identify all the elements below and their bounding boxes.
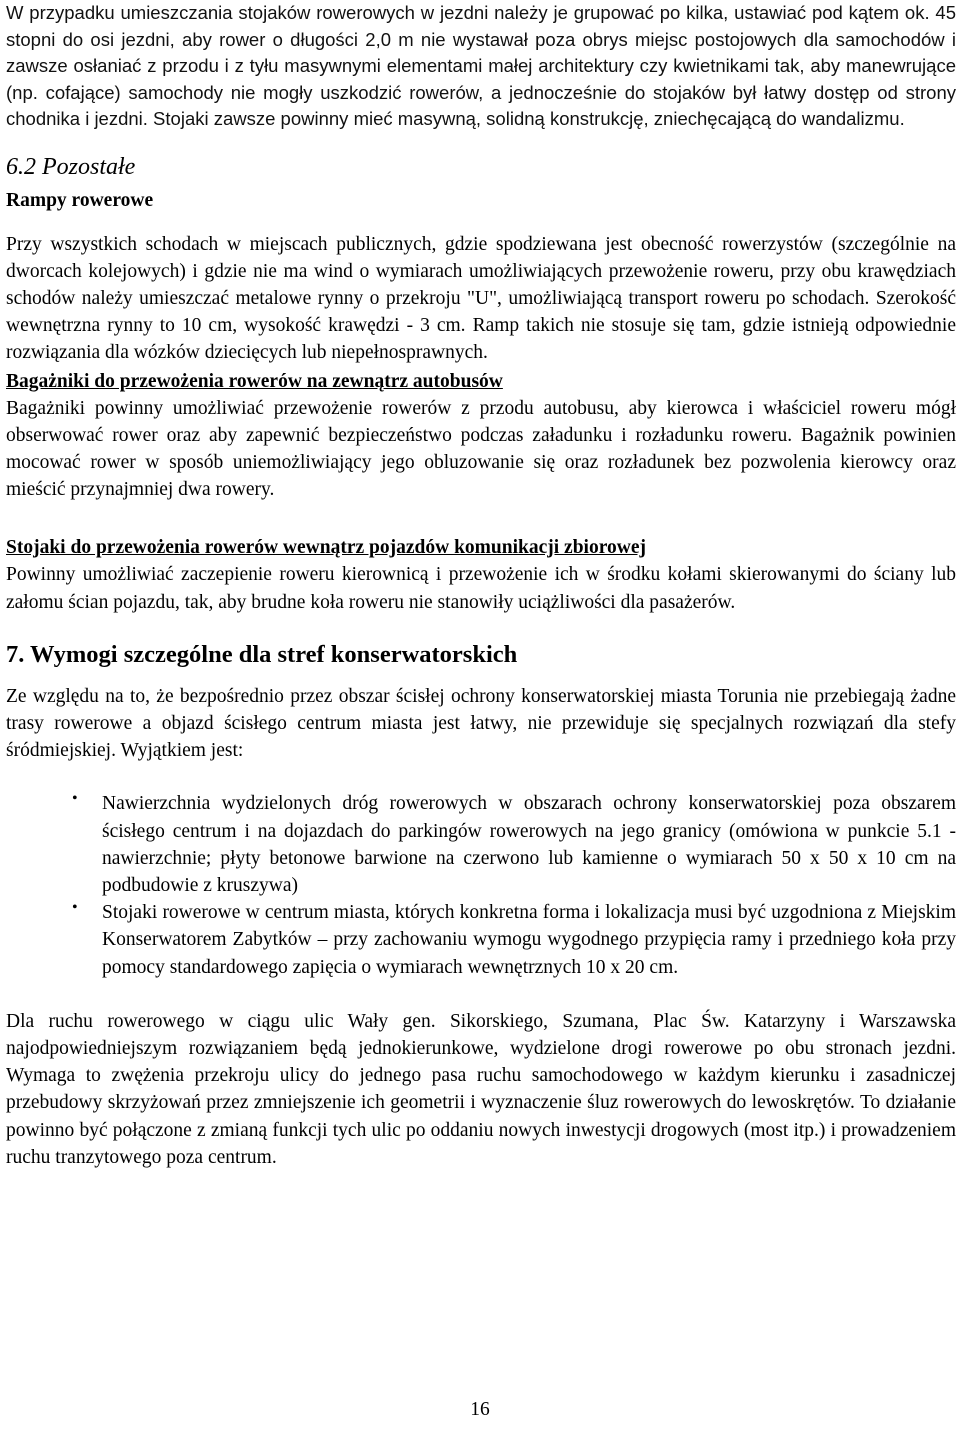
document-page xyxy=(6,0,956,1171)
list-item-text: Nawierzchnia wydzielonych dróg rowerowych w obszarach ochrony konserwatorskiej poza obszarem ścisłego centrum i na dojazdach do parkingów rowerowych na jego granicy (omówiona w punkcie 5.1 - nawierzchnie; płyty betonowe barwione na czerwono lub kamienne o wymiarach 50 x 50 x 10 cm na podbudowie z kruszywa) xyxy=(102,793,956,896)
exceptions-list xyxy=(6,790,956,980)
closing-paragraph: Dla ruchu rowerowego w ciągu ulic Wały gen. Sikorskiego, Szumana, Plac Św. Katarzyny i Warszawska najodpowiedniejszym rozwiązaniem będą jednokierunkowe, wydzielone drogi rowerowe po obu stronach jezdni. Wymaga to zwężenia przekroju ulicy do jednego pasa ruchu samochodowego w każdym kierunku i zasadniczej przebudowy skrzyżowań przez zmniejszenie ich geometrii i wyznaczenie śluz rowerowych do lewoskrętów. To działanie powinno być połączone z zmianą funkcji tych ulic po oddaniu nowych inwestycji drogowych (most itp.) i prowadzeniem ruchu tranzytowego poza centrum. xyxy=(6,1010,956,1168)
page-number: 16 xyxy=(470,1399,490,1420)
section-7-intro: Ze względu na to, że bezpośrednio przez obszar ścisłej ochrony konserwatorskiej miasta Torunia nie przebiegają żadne trasy rowerowe a objazd ścisłego centrum miasta jest łatwy, nie przewiduje się specjalnych rozwiązań dla stefy śródmiejskiej. Wyjątkiem jest: xyxy=(6,685,956,762)
bullet-icon: • xyxy=(72,899,78,917)
section-6-2-heading: 6.2 Pozostałe xyxy=(6,153,136,180)
bullet-icon: • xyxy=(72,790,78,808)
list-item-text: Stojaki rowerowe w centrum miasta, których konkretna forma i lokalizacja musi być uzgodniona z Miejskim Konserwatorem Zabytków – przy zachowaniu wymogu wygodnego przypięcia ramy i przedniego koła przy pomocy standardowego zapięcia o wymiarach wewnętrznych 10 x 20 cm. xyxy=(102,902,956,978)
stojaki-paragraph: Powinny umożliwiać zaczepienie roweru kierownicą i przewożenie ich w środku kołami skierowanymi do ściany lub załomu ścian pojazdu, tak, aby brudne koła roweru nie stanowiły uciążliwości dla pasażerów. xyxy=(6,564,956,613)
rampy-heading: Rampy rowerowe xyxy=(6,189,154,211)
bagazniki-paragraph: Bagażniki powinny umożliwiać przewożenie rowerów z przodu autobusu, aby kierowca i właściciel roweru mógł obserwować rower oraz aby zapewnić bezpieczeństwo podczas załadunku i rozładunku roweru. Bagażnik powinien mocować rower w sposób uniemożliwiający jego obluzowanie się oraz rozładunek bez pozwolenia kierowcy oraz mieścić przynajmniej dwa rowery. xyxy=(6,397,956,501)
stojaki-heading: Stojaki do przewożenia rowerów wewnątrz pojazdów komunikacji zbiorowej xyxy=(6,537,647,559)
list-item xyxy=(6,899,956,981)
bagazniki-heading: Bagażniki do przewożenia rowerów na zewnątrz autobusów xyxy=(6,370,503,392)
list-item xyxy=(6,790,956,899)
rampy-paragraph: Przy wszystkich schodach w miejscach publicznych, gdzie spodziewana jest obecność rowerzystów (szczególnie na dworcach kolejowych) i gdzie nie ma wind o wymiarach umożliwiających przewożenie roweru, przy obu krawędziach schodów należy umieszczać metalowe rynny o przekroju "U", umożliwiającą transport roweru po schodach. Szerokość wewnętrzna rynny to 10 cm, wysokość krawędzi - 3 cm. Ramp takich nie stosuje się tam, gdzie istnieją odpowiednie rozwiązania dla wózków dziecięcych lub niepełnosprawnych. xyxy=(6,233,956,364)
section-7-heading: 7. Wymogi szczególne dla stref konserwatorskich xyxy=(6,640,518,668)
intro-paragraph: W przypadku umieszczania stojaków rowerowych w jezdni należy je grupować po kilka, ustawiać pod kątem ok. 45 stopni do osi jezdni, aby rower o długości 2,0 m nie wystawał poza obrys miejsc postojowych dla samochodów i zawsze osłaniać z przodu i z tyłu masywnymi elementami małej architektury czy kwietnikami tak, aby manewrujące (np. cofające) samochody nie mogły uszkodzić rowerów, a jednocześnie do stojaków był łatwy dostęp od strony chodnika i jezdni. Stojaki zawsze powinny mieć masywną, solidną konstrukcję, zniechęcającą do wandalizmu. xyxy=(6,2,956,129)
